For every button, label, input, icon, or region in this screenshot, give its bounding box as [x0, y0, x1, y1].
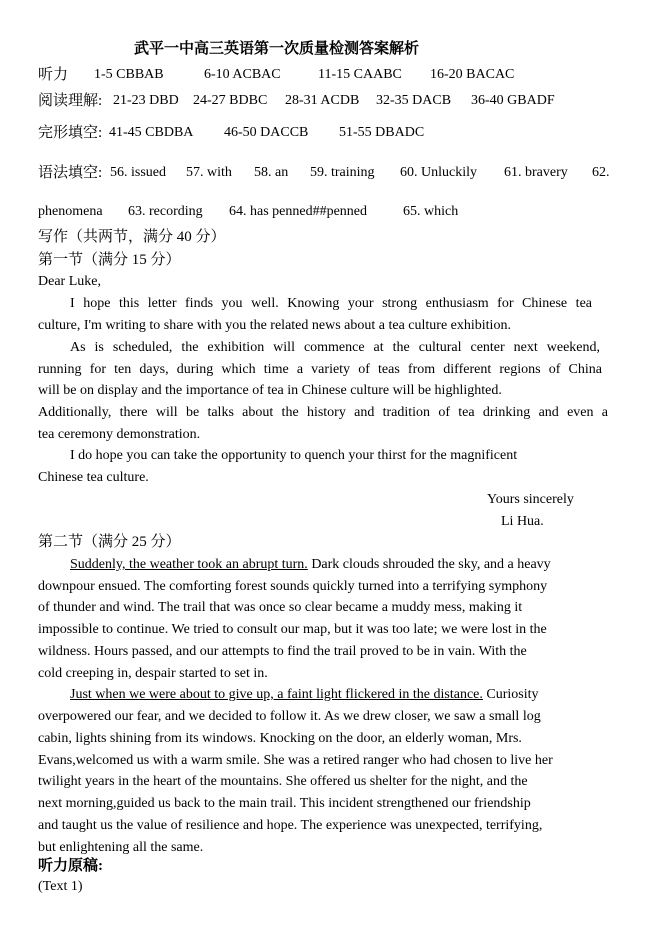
- story-line: Evans,welcomed us with a warm smile. She was a retired ranger who had chosen to live her: [38, 753, 553, 768]
- answer-group: 51-55 DBADC: [339, 125, 425, 140]
- story-line: [70, 686, 539, 704]
- letter-line: I hope this letter finds you well. Knowing your strong enthusiasm for Chinese tea: [70, 296, 592, 311]
- answer-item: 65. which: [403, 204, 459, 219]
- story-line: downpour ensued. The comforting forest sounds quickly turned into a terrifying symphony: [38, 579, 548, 594]
- reading-answers: [38, 92, 658, 112]
- part2-heading: 第二节（满分 25 分）: [38, 534, 181, 550]
- answer-item: 59. training: [310, 165, 375, 180]
- answer-group: 24-27 BDBC: [193, 93, 268, 108]
- story-line: wildness. Hours passed, and our attempts to find the trail proved to be in vain. With the: [38, 644, 527, 659]
- answer-item: 56. issued: [110, 165, 166, 180]
- answer-item: 60. Unluckily: [400, 165, 477, 180]
- answer-group: 28-31 ACDB: [285, 93, 360, 108]
- reading-label: 阅读理解:: [38, 93, 103, 109]
- letter-line: tea ceremony demonstration.: [38, 427, 201, 442]
- letter-line: Additionally, there will be talks about the history and tradition of tea drinking and even a: [38, 405, 608, 420]
- answer-group: 32-35 DACB: [376, 93, 452, 108]
- letter-line: I do hope you can take the opportunity to quench your thirst for the magnificent: [70, 448, 518, 463]
- answer-item: 63. recording: [128, 204, 203, 219]
- answer-group: 36-40 GBADF: [471, 93, 555, 108]
- answer-group: 41-45 CBDBA: [109, 125, 194, 140]
- story-line: but enlightening all the same.: [38, 840, 204, 855]
- answer-group: 11-15 CAABC: [318, 67, 402, 82]
- story-line: cabin, lights shining from its windows. Knocking on the door, an elderly woman, Mrs.: [38, 731, 522, 746]
- listening-answers: [38, 66, 638, 86]
- listening-label: 听力: [38, 67, 69, 83]
- answer-group: 16-20 BACAC: [430, 67, 515, 82]
- writing-heading: 写作（共两节，满分 40 分）: [38, 229, 226, 245]
- story-text: Dark clouds shrouded the sky, and a heavy: [307, 557, 551, 572]
- story-line: overpowered our fear, and we decided to follow it. As we drew closer, we saw a small log: [38, 709, 541, 724]
- underlined-sentence: Suddenly, the weather took an abrupt turn.: [70, 557, 308, 572]
- underlined-sentence: Just when we were about to give up, a faint light flickered in the distance.: [70, 687, 483, 702]
- letter-line: will be on display and the importance of tea in Chinese culture will be highlighted.: [38, 383, 502, 398]
- page-title: 武平一中高三英语第一次质量检测答案解析: [134, 41, 420, 57]
- cloze-label: 完形填空:: [38, 125, 103, 141]
- cloze-answers: [38, 124, 638, 144]
- letter-line: culture, I'm writing to share with you the related news about a tea culture exhibition.: [38, 318, 511, 333]
- story-line: [70, 556, 551, 574]
- answer-group: 6-10 ACBAC: [204, 67, 281, 82]
- letter-closing: Yours sincerely: [487, 492, 574, 507]
- answer-item: 58. an: [254, 165, 289, 180]
- transcript-text-label: (Text 1): [38, 879, 83, 894]
- letter-line: As is scheduled, the exhibition will commence at the cultural center next weekend,: [70, 340, 600, 355]
- story-line: next morning,guided us back to the main trail. This incident strengthened our friendship: [38, 796, 531, 811]
- grammar-answers-row1: [38, 164, 628, 184]
- story-line: twilight years in the heart of the mountains. She offered us shelter for the night, and the: [38, 774, 528, 789]
- letter-line: Chinese tea culture.: [38, 470, 149, 485]
- answer-item: 61. bravery: [504, 165, 568, 180]
- grammar-label: 语法填空:: [38, 165, 103, 181]
- story-text: Curiosity: [482, 687, 539, 702]
- part1-heading: 第一节（满分 15 分）: [38, 252, 181, 268]
- transcript-heading: 听力原稿:: [38, 858, 103, 874]
- story-line: impossible to continue. We tried to consult our map, but it was too late; we were lost in the: [38, 622, 547, 637]
- letter-greeting: Dear Luke,: [38, 274, 101, 289]
- answer-group: 1-5 CBBAB: [94, 67, 164, 82]
- story-line: of thunder and wind. The trail that was once so clear became a muddy mess, making it: [38, 600, 523, 615]
- answer-item: 64. has penned##penned: [229, 204, 368, 219]
- grammar-answers-row2: [38, 203, 538, 223]
- letter-line: running for ten days, during which time a variety of teas from different regions of China: [38, 362, 602, 377]
- answer-item: phenomena: [38, 204, 103, 219]
- answer-group: 46-50 DACCB: [224, 125, 309, 140]
- answer-group: 21-23 DBD: [113, 93, 179, 108]
- story-line: cold creeping in, despair started to set in.: [38, 666, 268, 681]
- answer-item: 57. with: [186, 165, 232, 180]
- story-line: and taught us the value of resilience and hope. The experience was unexpected, terrifying,: [38, 818, 543, 833]
- answer-item: 62.: [592, 165, 610, 180]
- letter-signature: Li Hua.: [501, 514, 544, 529]
